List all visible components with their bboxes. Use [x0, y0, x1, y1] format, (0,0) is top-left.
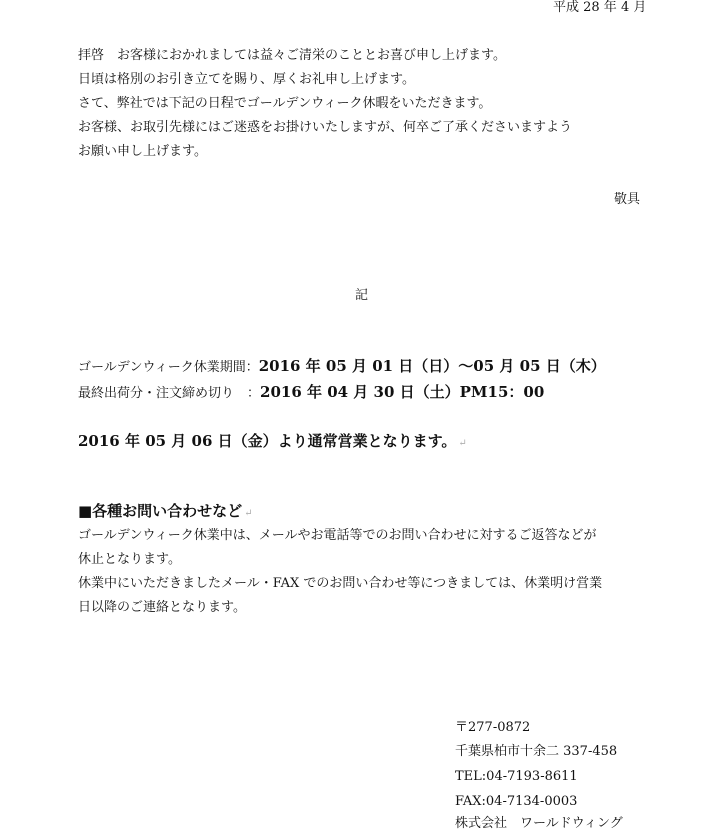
inquiries-line-1: ゴールデンウィーク休業中は、メールやお電話等でのお問い合わせに対するご返答などが [78, 528, 597, 543]
company-fax: FAX:04-7134-0003 [455, 794, 578, 809]
order-cutoff-label: 最終出荷分・注文締め切り ： [78, 386, 261, 401]
resume-notice-text: 2016 年 05 月 06 日（金）より通常営業となります。 [78, 432, 457, 450]
company-address: 千葉県柏市十余二 337-458 [455, 744, 618, 759]
inquiries-line-3: 休業中にいただきましたメール・FAX でのお問い合わせ等につきましては、休業明け営業 [78, 576, 603, 591]
inquiries-line-2: 休止となります。 [78, 552, 181, 567]
company-postal-code: 〒277-0872 [455, 720, 531, 735]
greeting-line-3: さて、弊社では下記の日程でゴールデンウィーク休暇をいただきます。 [78, 96, 492, 111]
inquiries-heading [78, 502, 253, 523]
greeting-line-4: お客様、お取引先様にはご迷惑をお掛けいたしますが、何卒ご了承くださいますよう [78, 120, 573, 135]
ki-heading: 記 [355, 288, 369, 303]
inquiries-line-4: 日以降のご連絡となります。 [78, 600, 246, 615]
company-name: 株式会社 ワールドウィング [455, 816, 623, 831]
resume-notice [78, 432, 467, 453]
holiday-period-label: ゴールデンウィーク休業期間： [78, 360, 259, 375]
return-mark: ↵ [244, 508, 253, 519]
greeting-line-5: お願い申し上げます。 [78, 144, 207, 159]
return-mark: ↵ [458, 438, 467, 449]
closing-keigu: 敬具 [614, 192, 641, 207]
document-date: 平成 28 年 4 月 [553, 0, 647, 15]
greeting-line-2: 日頃は格別のお引き立てを賜り、厚くお礼申し上げます。 [78, 72, 415, 87]
holiday-period-value: 2016 年 05 月 01 日（日）～05 月 05 日（木） [258, 357, 606, 375]
order-cutoff-row [78, 384, 544, 402]
order-cutoff-value: 2016 年 04 月 30 日（土）PM15：00 [260, 383, 545, 401]
inquiries-heading-text: ■各種お問い合わせなど [78, 502, 243, 520]
holiday-period-row [78, 358, 606, 376]
greeting-line-1: 拝啓 お客様におかれましては益々ご清栄のこととお喜び申し上げます。 [78, 48, 506, 63]
company-tel: TEL:04-7193-8611 [455, 769, 578, 784]
